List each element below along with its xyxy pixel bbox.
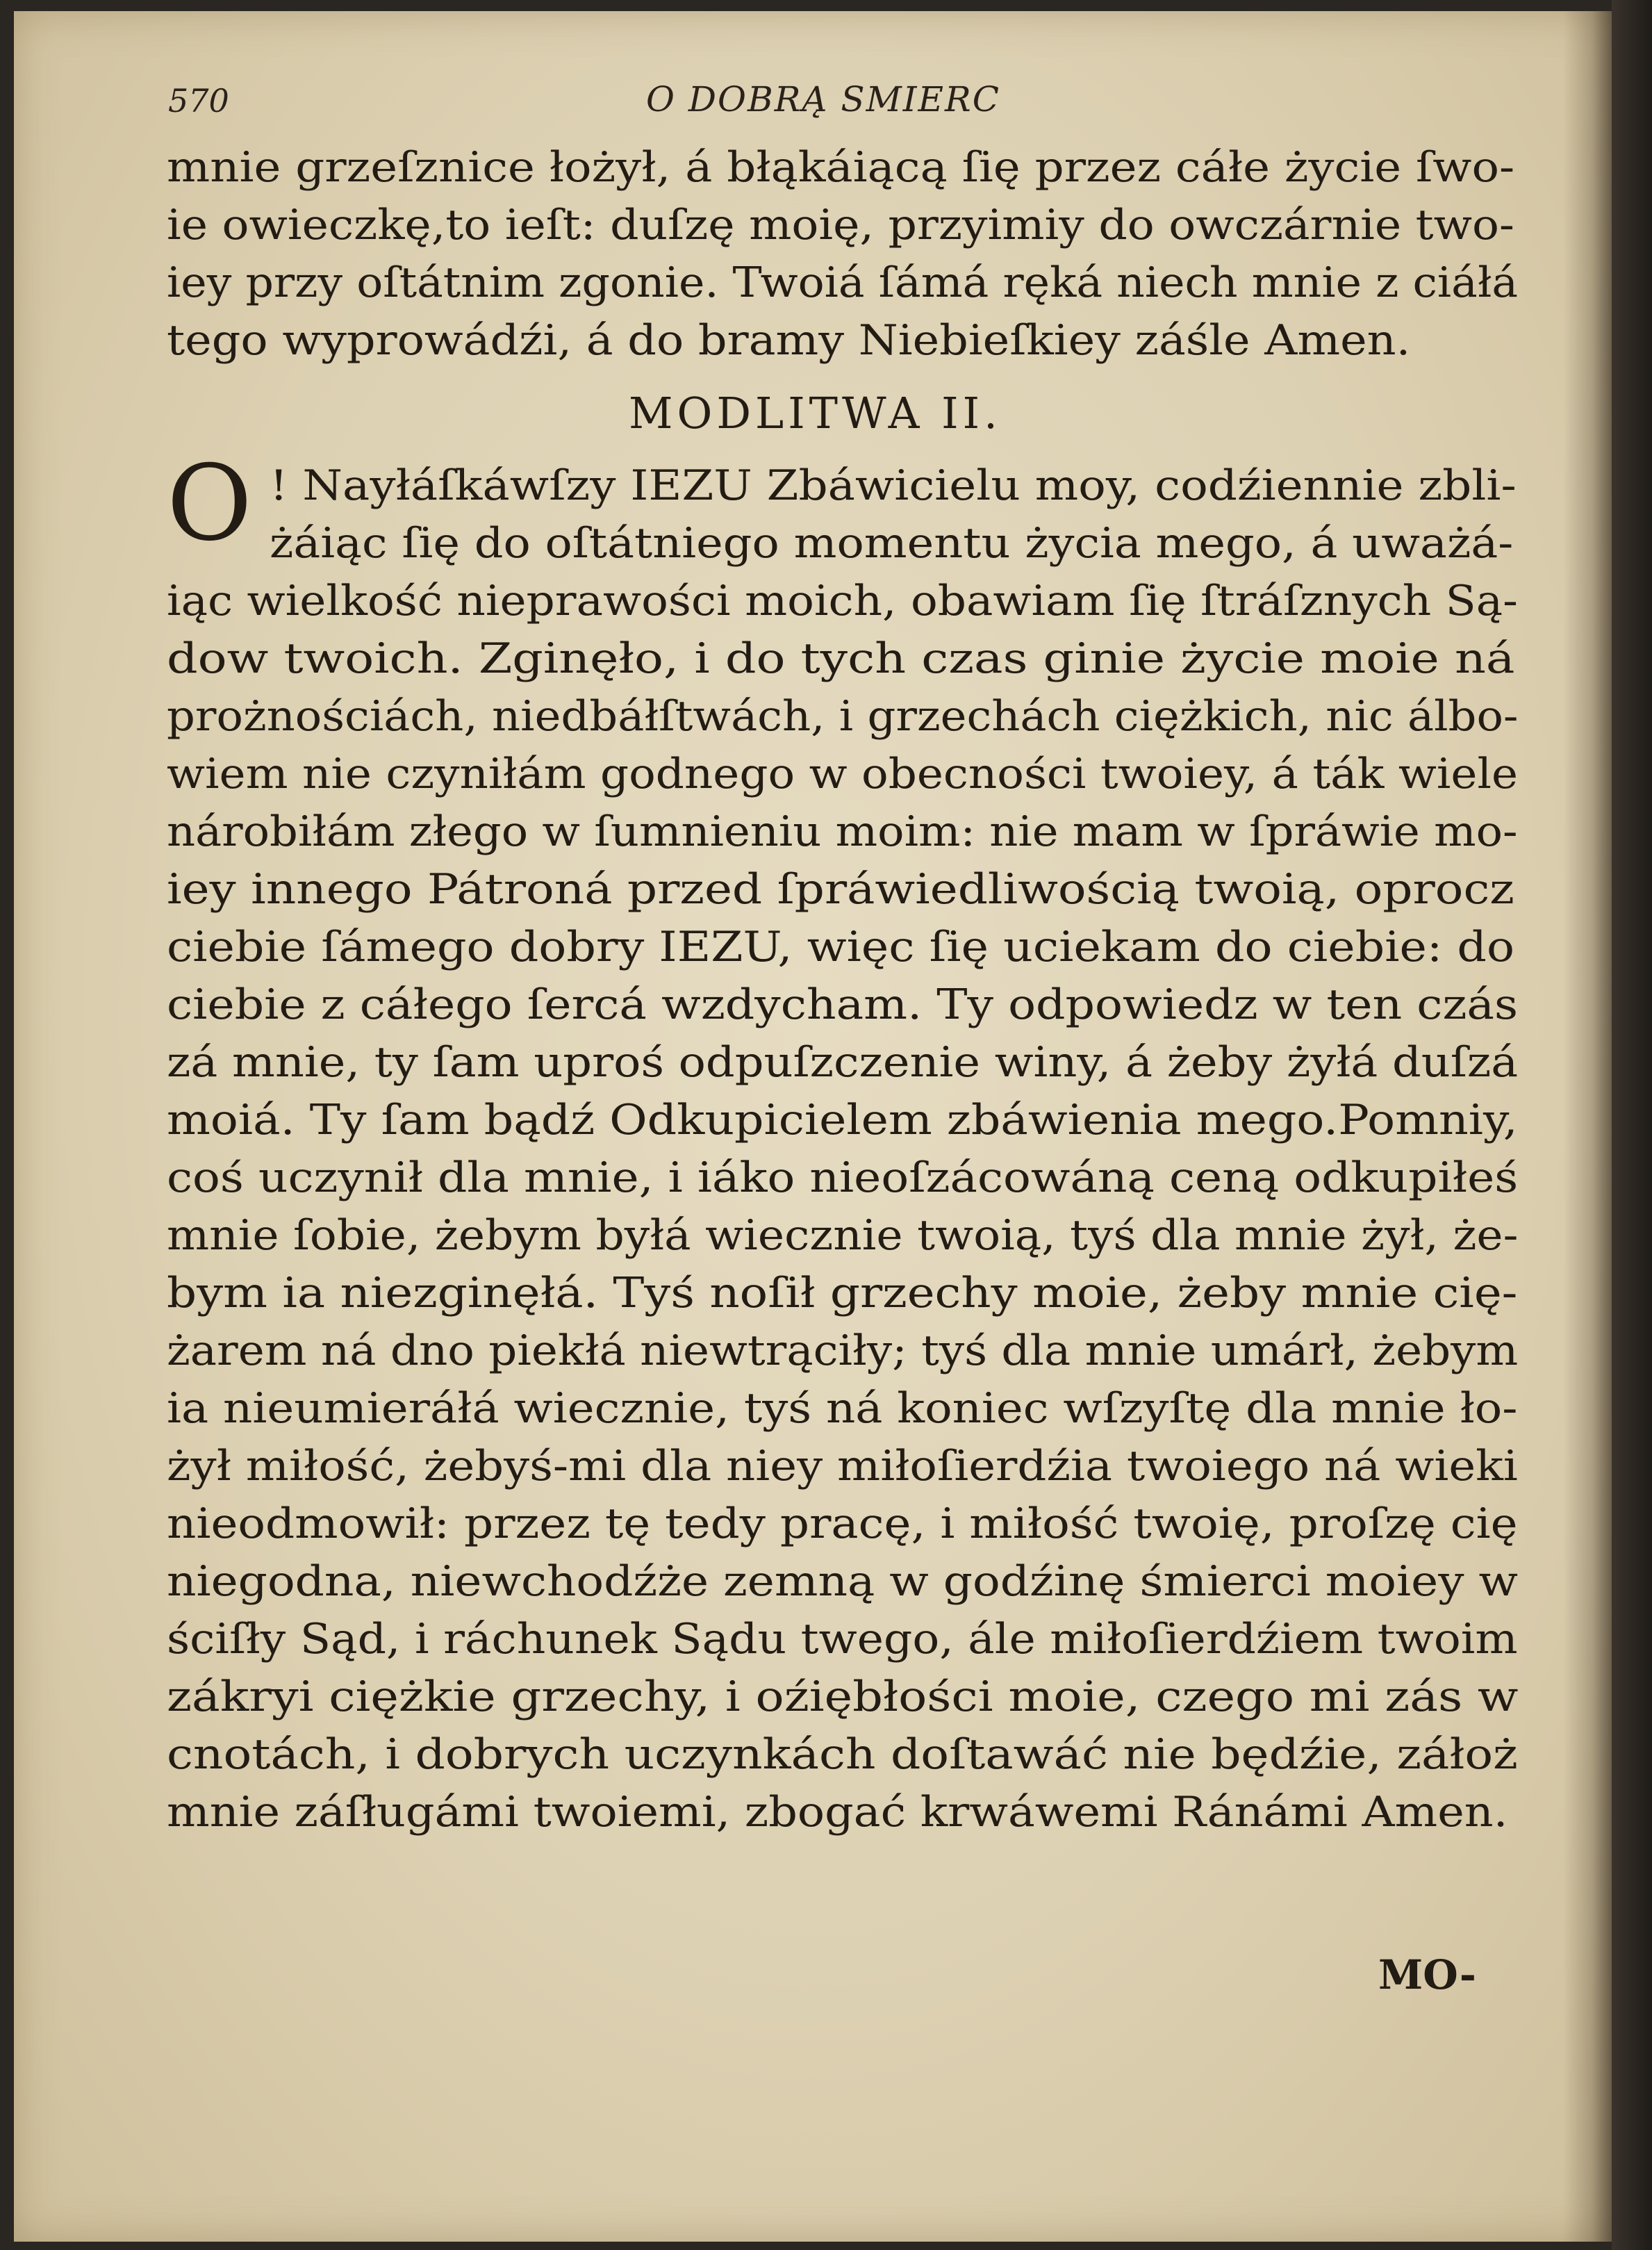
text-line: żáiąc ſię do oſtátniego momentu życia mego, á uważá- xyxy=(270,519,1514,568)
text-line: niegodna, niewchodźże zemną w godźinę śmierci moiey w xyxy=(167,1557,1518,1606)
text-line: żarem ná dno piekłá niewtrąciły; tyś dla mnie umárł, żebym xyxy=(167,1327,1519,1375)
text-line: nárobiłám złego w ſumnieniu moim: nie mam w ſpráwie mo- xyxy=(167,807,1518,856)
text-line: ia nieumieráłá wiecznie, tyś ná koniec wſzyſtę dla mnie ło- xyxy=(167,1384,1518,1433)
text-line: iey innego Pátroná przed ſpráwiedliwością twoią, oprocz xyxy=(167,865,1514,914)
text-line: moiá. Ty ſam bądź Odkupicielem zbáwienia mego.Pomniy, xyxy=(167,1096,1518,1144)
text-line: iey przy oſtátnim zgonie. Twoiá ſámá ręká niech mnie z ciáłá xyxy=(167,258,1519,307)
text-line: iąc wielkość nieprawości moich, obawiam ſię ſtráſznych Są- xyxy=(167,577,1518,625)
text-line: mnie ſobie, żebym byłá wiecznie twoią, tyś dla mnie żył, że- xyxy=(167,1211,1519,1260)
text-line: ! Nayłáſkáwſzy IEZU Zbáwicielu moy, codźiennie zbli- xyxy=(270,461,1517,510)
section-heading: MODLITWA II. xyxy=(629,388,1002,438)
page-number: 570 xyxy=(168,82,229,120)
running-title: O DOBRĄ SMIERC xyxy=(646,79,1000,120)
text-line: cnotách, i dobrych uczynkách doſtawáć nie będźie, záłoż xyxy=(167,1730,1518,1779)
text-line: nieodmowił: przez tę tedy pracę, i miłość twoię, proſzę cię xyxy=(167,1500,1518,1548)
book-spine xyxy=(1612,0,1652,2250)
text-line: ciebie ſámego dobry IEZU, więc ſię uciekam do ciebie: do xyxy=(167,923,1515,971)
page-gutter-shadow xyxy=(1563,11,1612,2242)
text-line: prożnościách, niedbáłſtwách, i grzechách ciężkich, nic álbo- xyxy=(167,692,1519,741)
text-line: bym ia niezginęłá. Tyś noſił grzechy moie, żeby mnie cię- xyxy=(167,1269,1518,1317)
text-line: coś uczynił dla mnie, i iáko nieoſzácowáną ceną odkupiłeś xyxy=(167,1153,1519,1202)
text-line: ściſły Sąd, i ráchunek Sądu twego, ále miłoſierdźiem twoim xyxy=(167,1615,1518,1664)
text-line: tego wyprowádźi, á do bramy Niebieſkiey záśle Amen. xyxy=(167,316,1411,365)
text-line: ie owieczkę,to ieſt: duſzę moię, przyimiy do owczárnie two- xyxy=(167,201,1514,249)
drop-cap: O xyxy=(167,443,252,564)
text-line: ciebie z cáłego ſercá wzdycham. Ty odpowiedz w ten czás xyxy=(167,980,1519,1029)
text-line: wiem nie czyniłám godnego w obecności twoiey, á ták wiele xyxy=(167,750,1519,798)
catchword: MO- xyxy=(1378,1951,1476,1998)
text-line: dow twoich. Zginęło, i do tych czas ginie życie moie ná xyxy=(167,634,1515,683)
text-line: żył miłość, żebyś-mi dla niey miłoſierdźia twoiego ná wieki xyxy=(167,1442,1518,1491)
text-line: mnie záſługámi twoiemi, zbogać krwáwemi Ránámi Amen. xyxy=(167,1788,1508,1837)
text-line: mnie grzeſznice łożył, á błąkáiącą ſię przez cáłe życie ſwo- xyxy=(167,143,1515,192)
text-line: zákryi ciężkie grzechy, i oźiębłości moie, czego mi zás w xyxy=(167,1673,1519,1721)
text-line: zá mnie, ty ſam uproś odpuſzczenie winy, á żeby żyłá duſzá xyxy=(167,1038,1519,1087)
